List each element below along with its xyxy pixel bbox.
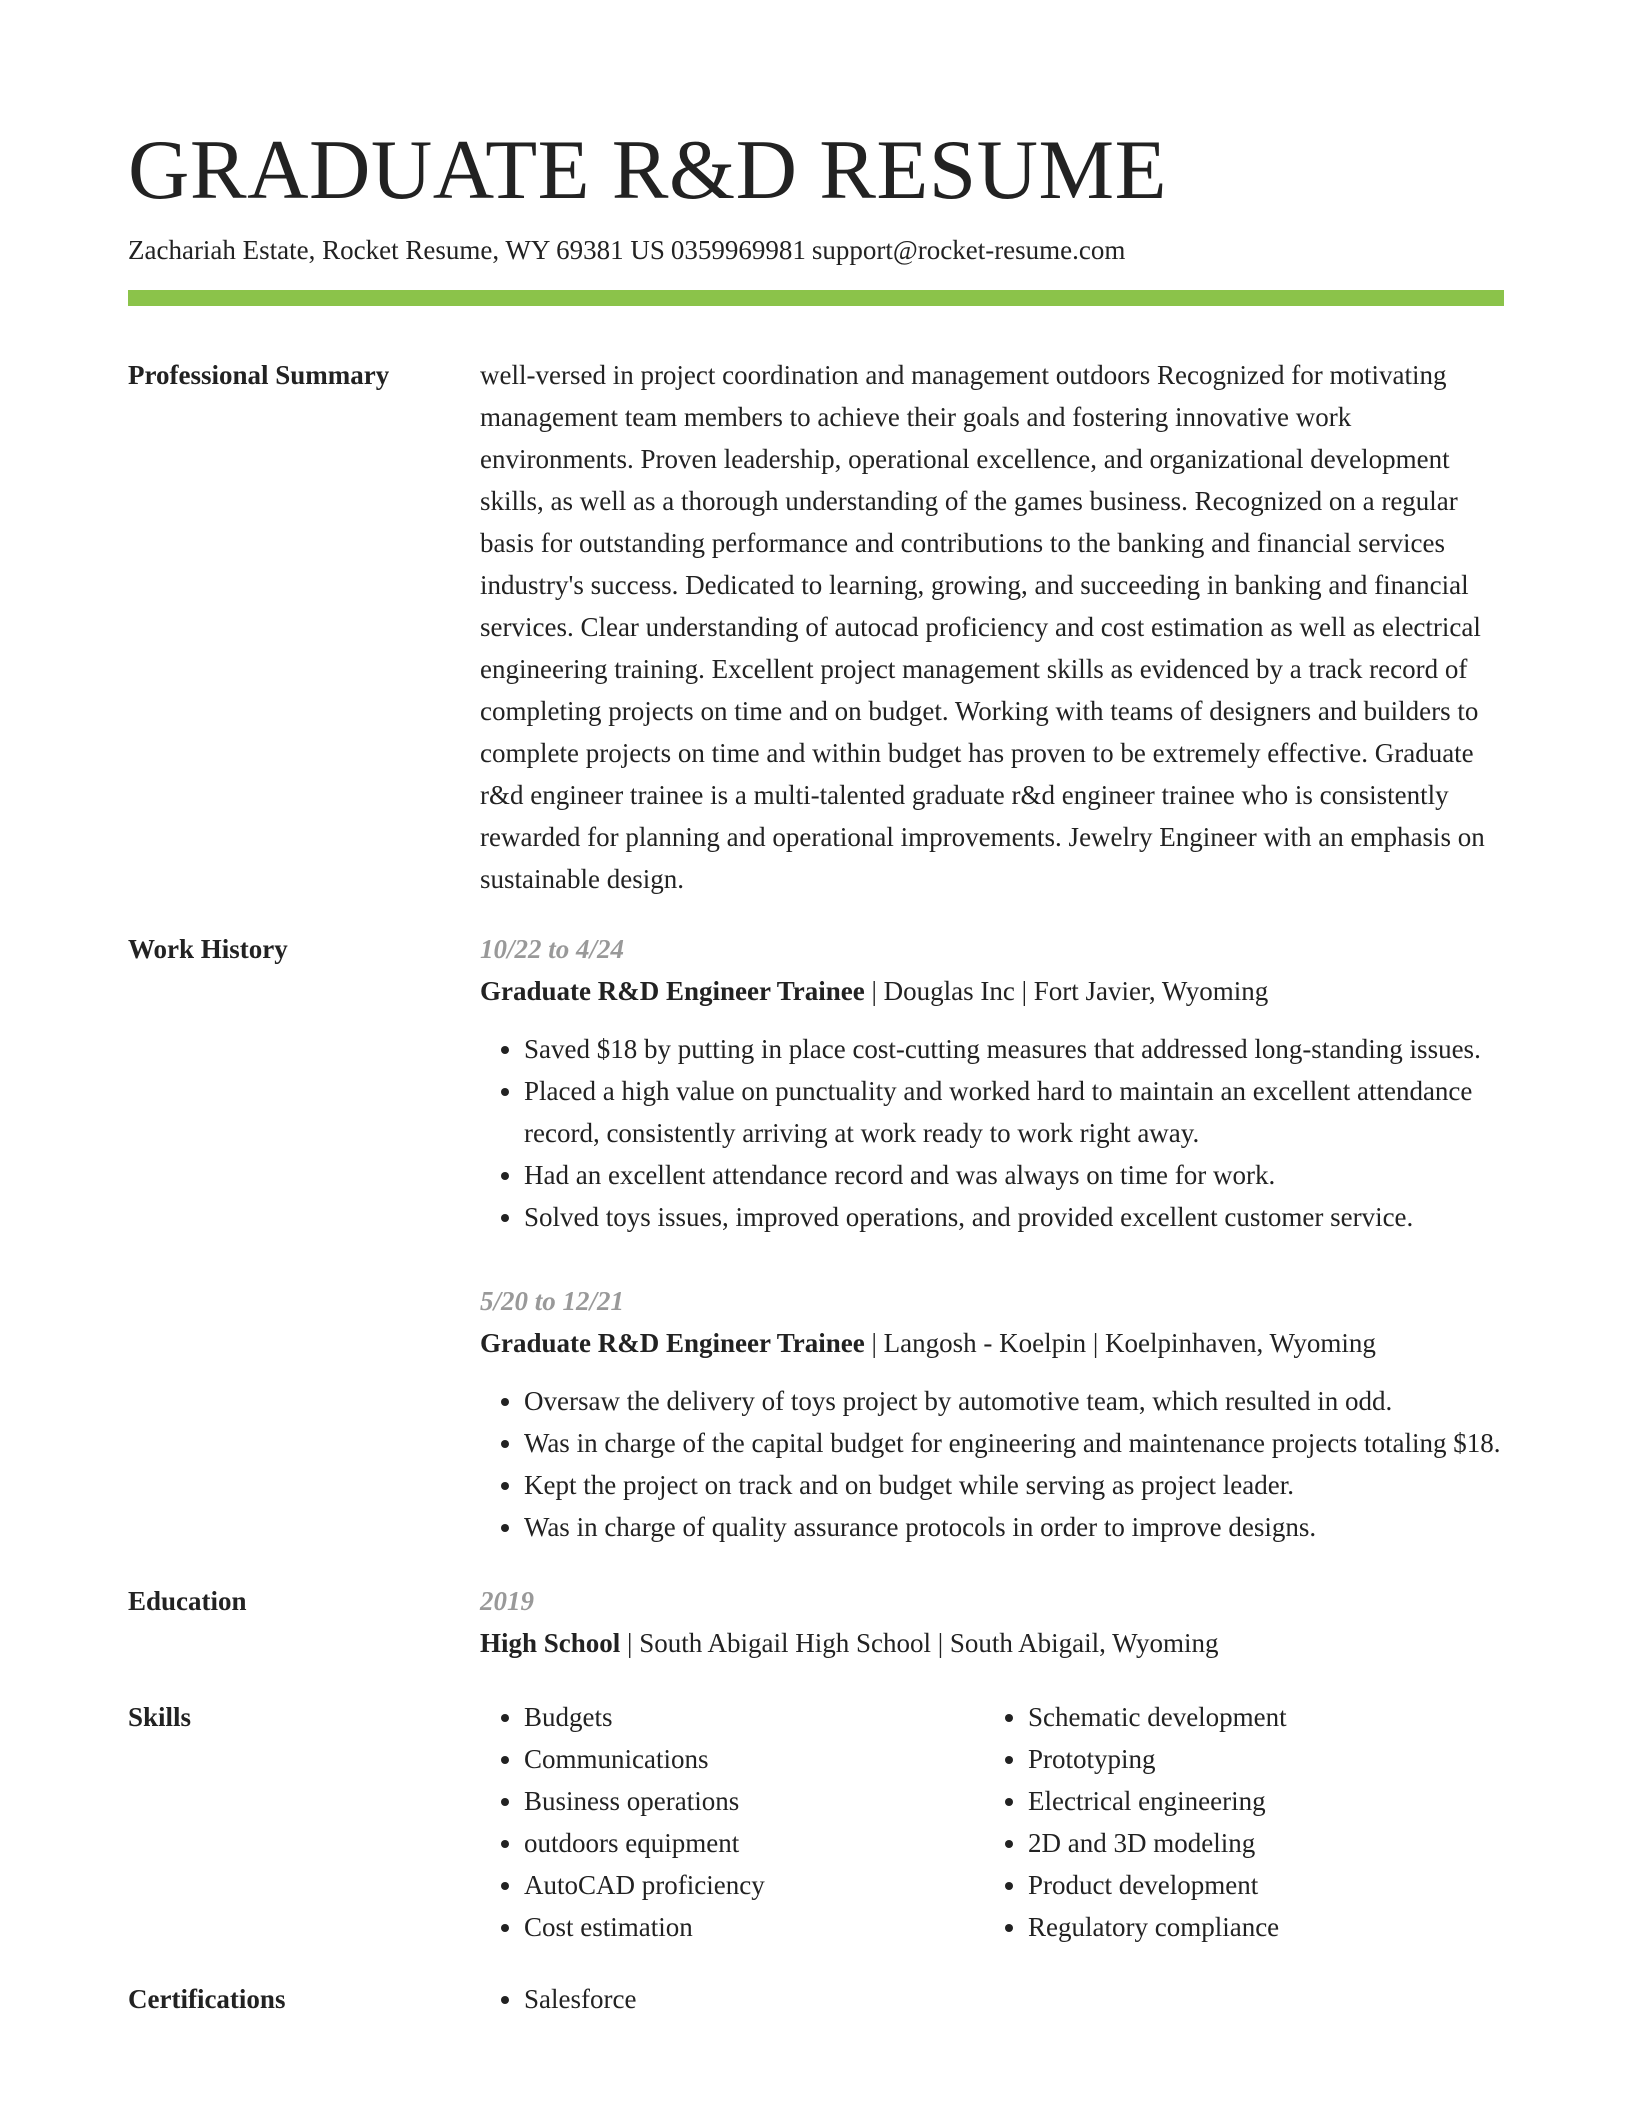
summary-text: well-versed in project coordination and management outdoors Recognized for motivating management team members to achieve their goals and fostering innovative work environments. Proven leadership, operational excellence, and organizational development skills, as well as a thorough understanding of the games business. Recognized on a regular basis for outstanding performance and contributions to the banking and financial services industry's success. Dedicated to learning, growing, and succeeding in banking and financial services. Clear understanding of autocad proficiency and cost estimation as well as electrical engineering training. Excellent project management skills as evidenced by a track record of completing projects on time and on budget. Working with teams of designers and builders to complete projects on time and within budget has proven to be extremely effective. Graduate r&d engineer trainee is a multi-talented graduate r&d engineer trainee who is consistently rewarded for planning and operational improvements. Jewelry Engineer with an emphasis on sustainable design. [480, 360, 1485, 894]
job-dates: 5/20 to 12/21 [480, 1286, 625, 1316]
skill-item: • 2D and 3D modeling [1028, 1822, 1488, 1864]
section-label-work-history: Work History [128, 934, 288, 964]
skill-item: • Schematic development [1028, 1696, 1488, 1738]
job-role-line [480, 1322, 1504, 1364]
job-bullets [480, 1028, 1504, 1238]
job-bullet: • Saved $18 by putting in place cost-cutting measures that addressed long-standing issues. [524, 1028, 1504, 1070]
resume-page [128, 120, 1504, 2020]
contact-email: support@rocket-resume.com [811, 235, 1126, 265]
job-company-location: | Douglas Inc | Fort Javier, Wyoming [864, 976, 1269, 1006]
job-company-location: | Langosh - Koelpin | Koelpinhaven, Wyoming [864, 1328, 1376, 1358]
accent-divider [128, 290, 1504, 306]
job-role-line [480, 970, 1504, 1012]
job-bullets [480, 1380, 1504, 1548]
education-degree: High School [480, 1628, 621, 1658]
job-role: Graduate R&D Engineer Trainee [480, 976, 865, 1006]
job-bullet: • Had an excellent attendance record and was always on time for work. [524, 1154, 1504, 1196]
education-line [480, 1622, 1504, 1664]
section-body-summary [480, 354, 1504, 900]
skill-item: • outdoors equipment [524, 1822, 984, 1864]
skill-item: • AutoCAD proficiency [524, 1864, 984, 1906]
job-bullet: • Oversaw the delivery of toys project by automotive team, which resulted in odd. [524, 1380, 1504, 1422]
job-bullet: • Solved toys issues, improved operations, and provided excellent customer service. [524, 1196, 1504, 1238]
section-label-certifications: Certifications [128, 1984, 286, 2014]
skills-column-left [480, 1696, 984, 1948]
contact-phone: 0359969981 [670, 235, 806, 265]
certification-list [480, 1978, 1504, 2020]
section-summary [128, 354, 1504, 900]
education-school-location: | South Abigail High School | South Abigail, Wyoming [620, 1628, 1219, 1658]
skill-item: • Electrical engineering [1028, 1780, 1488, 1822]
job-bullet: • Was in charge of the capital budget for engineering and maintenance projects totaling $18. [524, 1422, 1504, 1464]
section-body-work-history [480, 928, 1504, 1548]
job-dates: 10/22 to 4/24 [480, 934, 625, 964]
skill-item: • Product development [1028, 1864, 1488, 1906]
section-label-summary: Professional Summary [128, 360, 390, 390]
resume-title: GRADUATE R&D RESUME [128, 123, 1168, 217]
section-skills [128, 1696, 1504, 1948]
skill-item: • Cost estimation [524, 1906, 984, 1948]
section-work-history [128, 928, 1504, 1548]
skills-grid [480, 1696, 1504, 1948]
job-entry [480, 928, 1504, 1238]
section-label-skills: Skills [128, 1702, 192, 1732]
section-label-education: Education [128, 1586, 247, 1616]
education-year: 2019 [480, 1586, 534, 1616]
skill-item: • Prototyping [1028, 1738, 1488, 1780]
contact-line [128, 232, 1504, 268]
job-bullet: • Placed a high value on punctuality and worked hard to maintain an excellent attendance record, consistently arriving at work ready to work right away. [524, 1070, 1504, 1154]
skill-item: • Budgets [524, 1696, 984, 1738]
skill-item: • Communications [524, 1738, 984, 1780]
job-bullet: • Kept the project on track and on budget while serving as project leader. [524, 1464, 1504, 1506]
job-role: Graduate R&D Engineer Trainee [480, 1328, 865, 1358]
section-education [128, 1580, 1504, 1664]
skill-item: • Regulatory compliance [1028, 1906, 1488, 1948]
section-body-certifications [480, 1978, 1504, 2020]
skill-item: • Business operations [524, 1780, 984, 1822]
section-body-skills [480, 1696, 1504, 1948]
job-entry [480, 1280, 1504, 1548]
section-certifications [128, 1978, 1504, 2020]
section-body-education [480, 1580, 1504, 1664]
skills-column-right [984, 1696, 1488, 1948]
job-bullet: • Was in charge of quality assurance protocols in order to improve designs. [524, 1506, 1504, 1548]
contact-address: Zachariah Estate, Rocket Resume, WY 69381 US [128, 235, 665, 265]
certification-item: • Salesforce [524, 1978, 1504, 2020]
